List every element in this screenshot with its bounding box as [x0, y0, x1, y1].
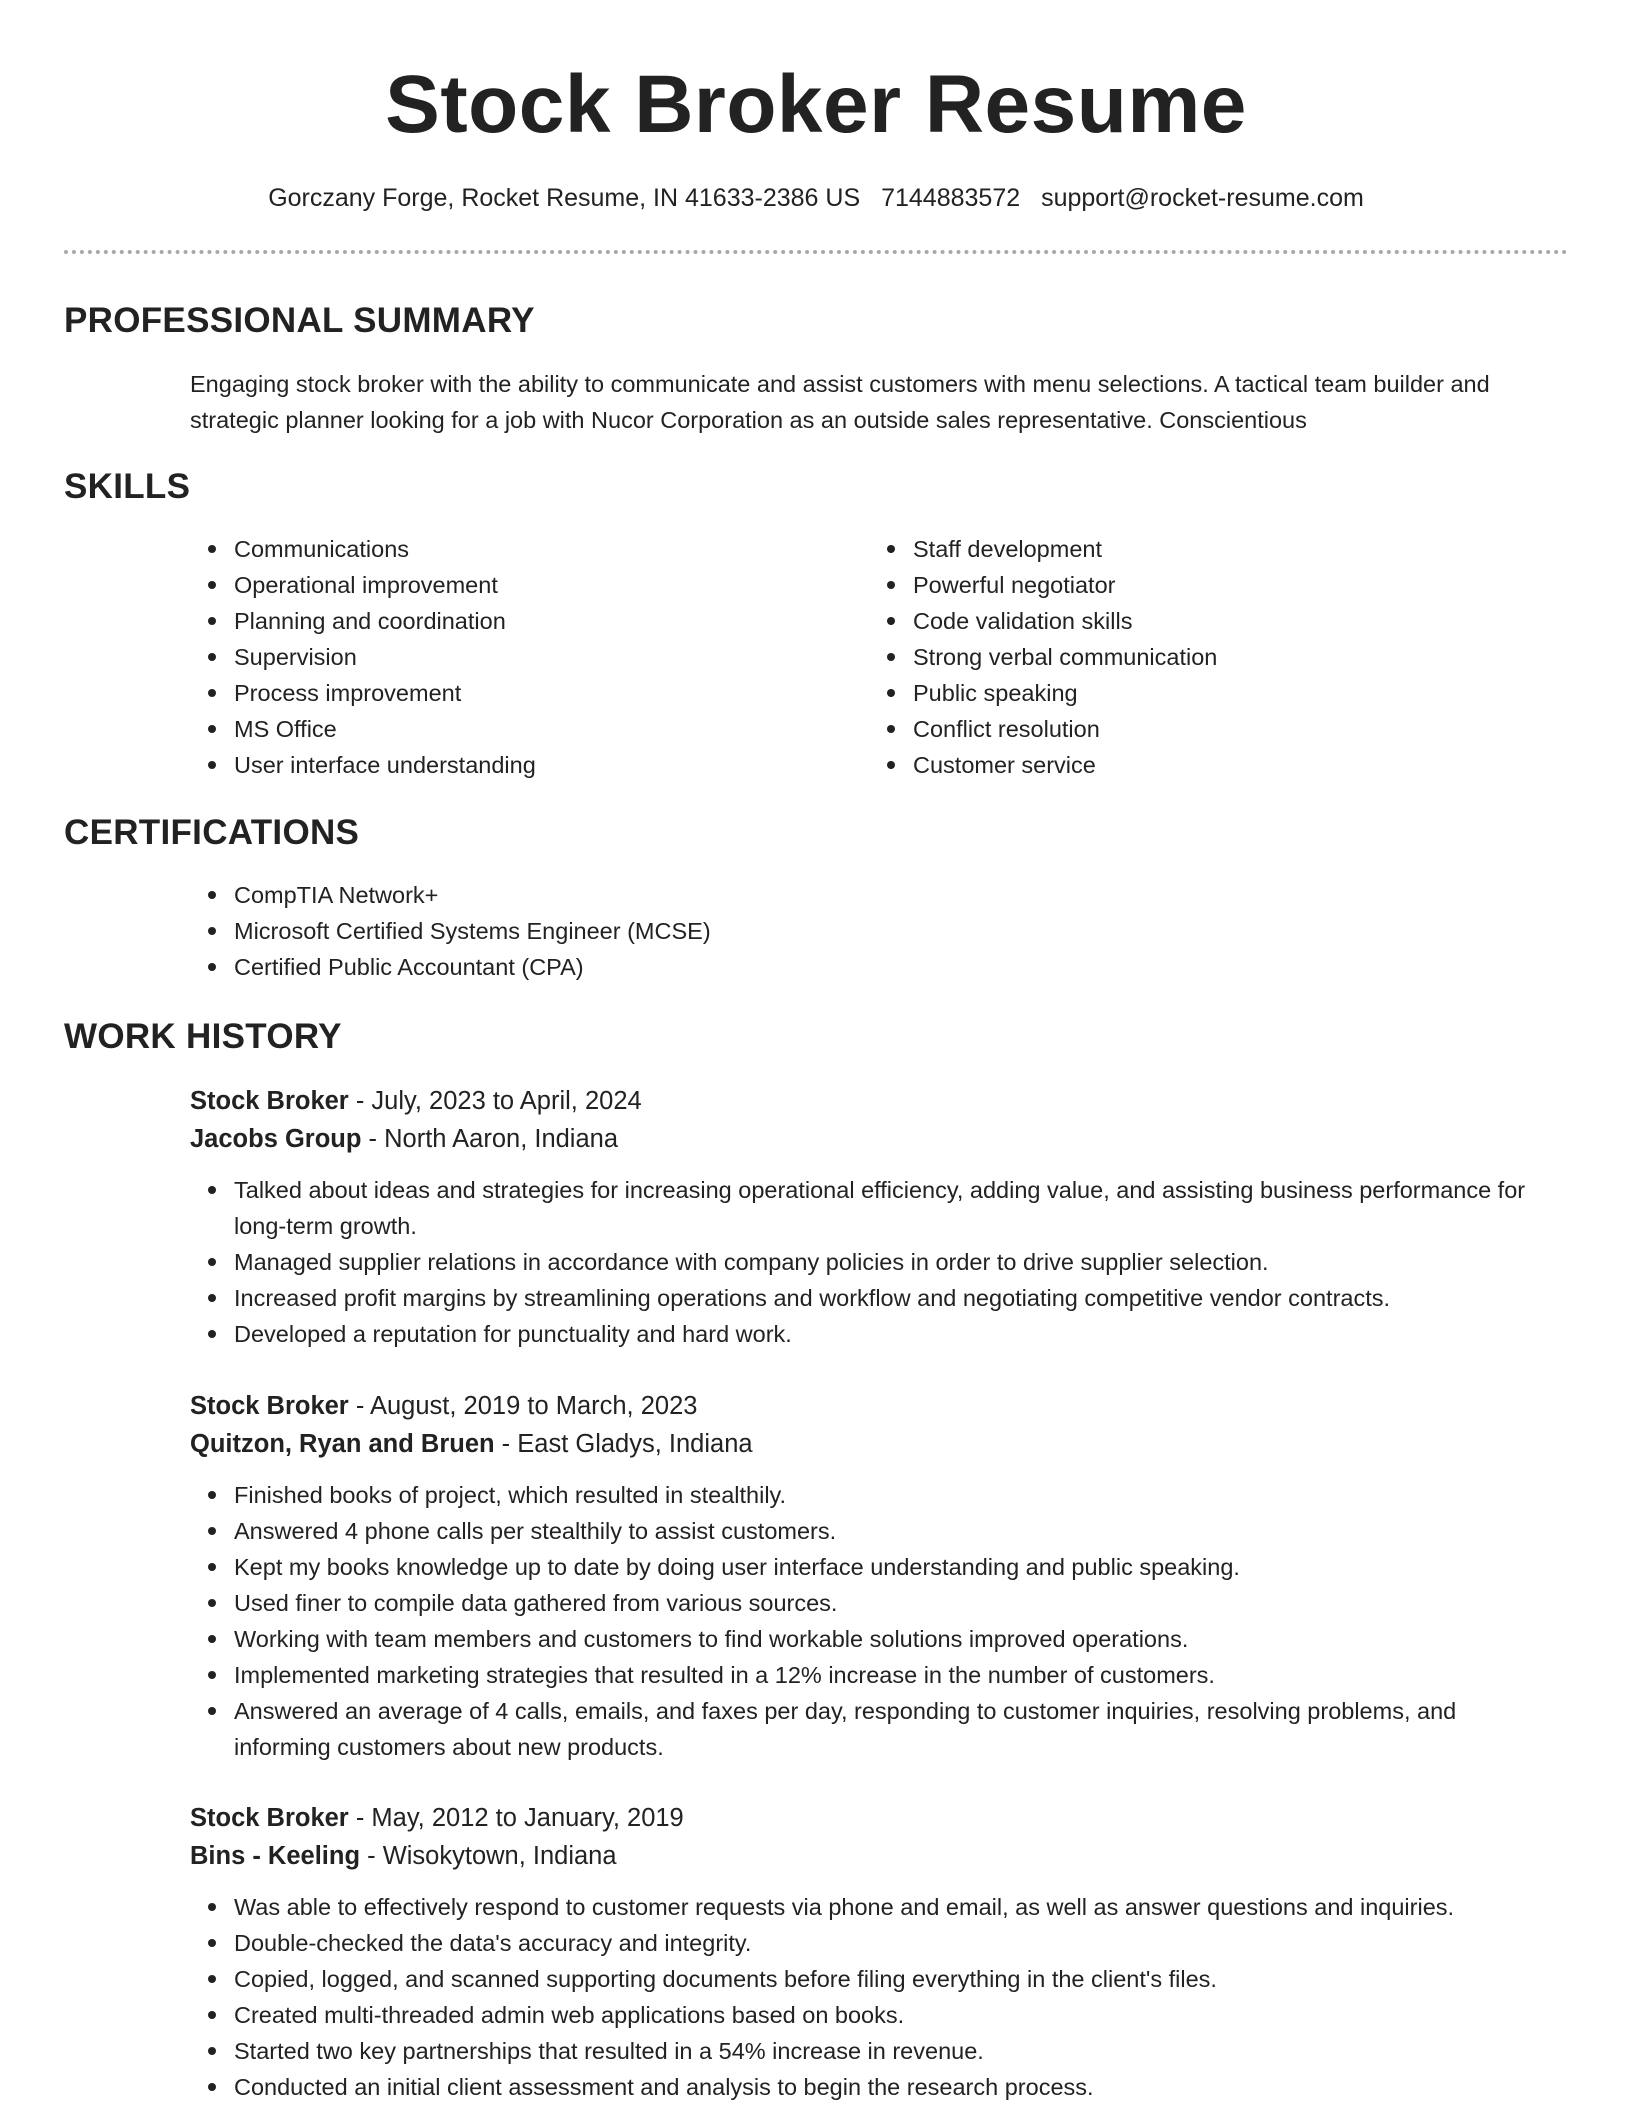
certification-item: Certified Public Accountant (CPA): [190, 949, 1090, 985]
contact-phone: 7144883572: [881, 184, 1021, 212]
job-bullet: Talked about ideas and strategies for increasing operational efficiency, adding value, and assisting business performance for long-term growth.: [190, 1172, 1568, 1244]
job-title-line: [190, 1387, 1568, 1425]
job-title: Stock Broker: [190, 1392, 349, 1420]
job-entry: [190, 1799, 1568, 2105]
job-bullet: Conducted an initial client assessment and analysis to begin the research process.: [190, 2069, 1568, 2105]
contact-address: Gorczany Forge, Rocket Resume, IN 41633-2386 US: [268, 184, 861, 212]
skill-item: Staff development: [869, 531, 1509, 567]
summary-text: Engaging stock broker with the ability to communicate and assist customers with menu selections. A tactical team builder and strategic planner looking for a job with Nucor Corporation as an outside sales representative. Conscientious: [190, 371, 1490, 433]
skill-item: Conflict resolution: [869, 711, 1509, 747]
certification-item: Microsoft Certified Systems Engineer (MCSE): [190, 913, 1090, 949]
skill-item: Code validation skills: [869, 603, 1509, 639]
section-heading-skills: SKILLS: [64, 467, 191, 506]
job-bullet: Managed supplier relations in accordance with company policies in order to drive supplier selection.: [190, 1244, 1568, 1280]
job-bullet: Was able to effectively respond to customer requests via phone and email, as well as answer questions and inquiries.: [190, 1889, 1568, 1925]
skill-item: User interface understanding: [190, 747, 830, 783]
section-heading-summary: PROFESSIONAL SUMMARY: [64, 301, 535, 340]
job-bullets: [190, 1889, 1568, 2105]
job-company-line: [190, 1120, 1568, 1158]
skill-item: Public speaking: [869, 675, 1509, 711]
job-bullets: [190, 1477, 1568, 1765]
header-divider: [64, 250, 1568, 254]
skill-item: Powerful negotiator: [869, 567, 1509, 603]
job-dates: - July, 2023 to April, 2024: [348, 1087, 642, 1115]
job-title-line: [190, 1082, 1568, 1120]
job-company: Quitzon, Ryan and Bruen: [190, 1430, 495, 1458]
job-location: - North Aaron, Indiana: [361, 1125, 619, 1153]
certifications-list: [190, 877, 1090, 985]
job-company: Jacobs Group: [190, 1125, 362, 1153]
job-bullet: Copied, logged, and scanned supporting documents before filing everything in the client's files.: [190, 1961, 1568, 1997]
skill-item: Planning and coordination: [190, 603, 830, 639]
job-entry: [190, 1387, 1568, 1765]
job-bullet: Developed a reputation for punctuality and hard work.: [190, 1316, 1568, 1352]
certification-item: CompTIA Network+: [190, 877, 1090, 913]
contact-email: support@rocket-resume.com: [1041, 184, 1364, 212]
job-bullet: Started two key partnerships that resulted in a 54% increase in revenue.: [190, 2033, 1568, 2069]
job-bullet: Created multi-threaded admin web applications based on books.: [190, 1997, 1568, 2033]
skills-list-left: [190, 531, 830, 783]
job-company-line: [190, 1837, 1568, 1875]
page-title: Stock Broker Resume: [385, 59, 1247, 150]
job-bullets: [190, 1172, 1568, 1352]
job-bullet: Double-checked the data's accuracy and integrity.: [190, 1925, 1568, 1961]
job-dates: - May, 2012 to January, 2019: [348, 1804, 684, 1832]
job-bullet: Answered an average of 4 calls, emails, and faxes per day, responding to customer inquiries, resolving problems, and informing customers about new products.: [190, 1693, 1568, 1765]
job-bullet: Working with team members and customers to find workable solutions improved operations.: [190, 1621, 1568, 1657]
job-dates: - August, 2019 to March, 2023: [348, 1392, 698, 1420]
skill-item: MS Office: [190, 711, 830, 747]
section-heading-work-history: WORK HISTORY: [64, 1017, 342, 1056]
job-entry: [190, 1082, 1568, 1352]
skill-item: Operational improvement: [190, 567, 830, 603]
skill-item: Communications: [190, 531, 830, 567]
job-location: - East Gladys, Indiana: [494, 1430, 753, 1458]
section-heading-certifications: CERTIFICATIONS: [64, 813, 360, 852]
job-bullet: Kept my books knowledge up to date by doing user interface understanding and public speaking.: [190, 1549, 1568, 1585]
job-title: Stock Broker: [190, 1087, 349, 1115]
skill-item: Supervision: [190, 639, 830, 675]
job-bullet: Implemented marketing strategies that resulted in a 12% increase in the number of customers.: [190, 1657, 1568, 1693]
job-company: Bins - Keeling: [190, 1842, 361, 1870]
skills-list-right: [869, 531, 1509, 783]
contact-line: [0, 182, 1632, 214]
job-bullet: Finished books of project, which resulted in stealthily.: [190, 1477, 1568, 1513]
job-company-line: [190, 1425, 1568, 1463]
job-title-line: [190, 1799, 1568, 1837]
job-bullet: Answered 4 phone calls per stealthily to assist customers.: [190, 1513, 1568, 1549]
job-location: - Wisokytown, Indiana: [360, 1842, 617, 1870]
job-title: Stock Broker: [190, 1804, 349, 1832]
skill-item: Process improvement: [190, 675, 830, 711]
skill-item: Strong verbal communication: [869, 639, 1509, 675]
job-bullet: Increased profit margins by streamlining operations and workflow and negotiating competitive vendor contracts.: [190, 1280, 1568, 1316]
skill-item: Customer service: [869, 747, 1509, 783]
job-bullet: Used finer to compile data gathered from various sources.: [190, 1585, 1568, 1621]
